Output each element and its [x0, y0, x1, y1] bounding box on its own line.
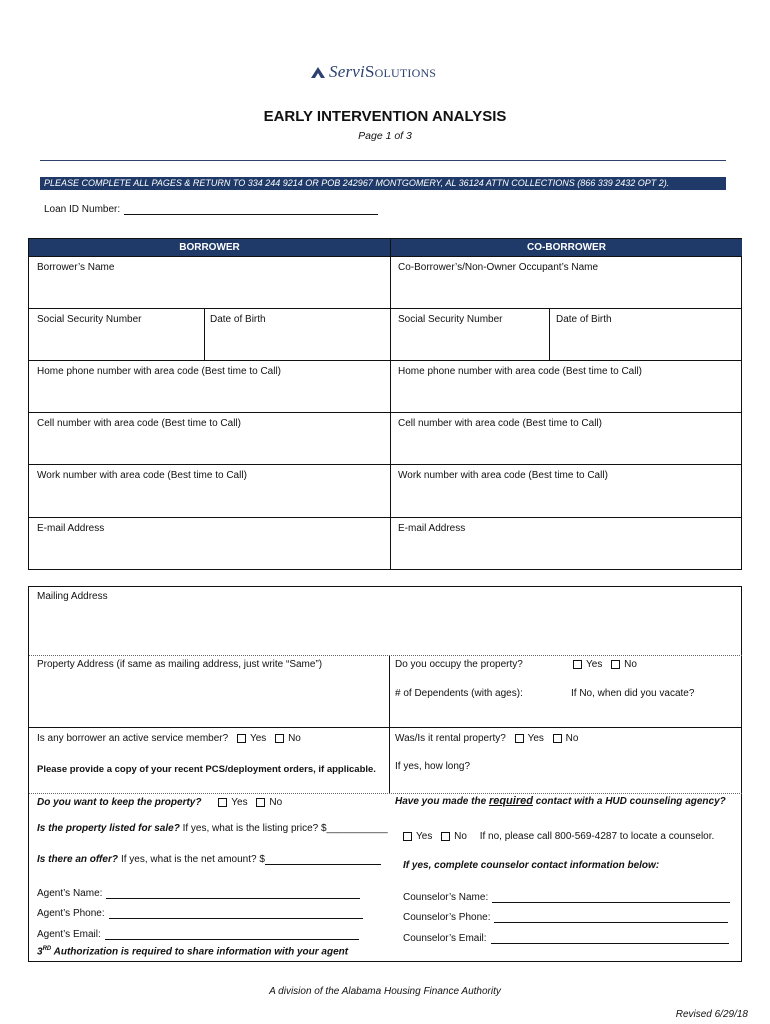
rental-question: Was/Is it rental property?: [395, 733, 506, 744]
rental-yes-label: Yes: [527, 733, 544, 744]
instructions-banner: PLEASE COMPLETE ALL PAGES & RETURN TO 334 244 9214 OR POB 242967 MONTGOMERY, AL 36124 ATTN COLLECTIONS (866 339 2432 OPT 2).: [40, 177, 726, 190]
agent-phone-label: Agent’s Phone:: [37, 908, 105, 919]
counselor-email-field[interactable]: [491, 932, 729, 944]
rental-yes-checkbox[interactable]: [515, 734, 524, 743]
property-address-label: Property Address (if same as mailing address, just write “Same”): [37, 659, 323, 670]
borrower-header: BORROWER: [29, 239, 390, 256]
coborrower-cell-label: Cell number with area code (Best time to Call): [398, 418, 602, 429]
borrower-cell-label: Cell number with area code (Best time to Call): [37, 418, 241, 429]
occupy-no-label: No: [624, 659, 637, 670]
counselor-call-note: If no, please call 800-569-4287 to locate a counselor.: [479, 831, 715, 842]
logo-wordmark: ServiSolutions: [329, 62, 437, 81]
rental-row: [395, 733, 578, 744]
borrower-dob-label: Date of Birth: [210, 314, 266, 325]
hud-yes-checkbox[interactable]: [403, 832, 412, 841]
coborrower-name-label: Co-Borrower’s/Non-Owner Occupant’s Name: [398, 262, 599, 273]
occupy-yes-label: Yes: [586, 659, 603, 670]
loan-id-row: [44, 203, 378, 215]
servisolutions-logo: [310, 62, 436, 82]
auth-superscript: RD: [42, 946, 52, 952]
service-no-label: No: [288, 733, 301, 744]
hud-contact-options: [395, 831, 714, 842]
agent-phone-field[interactable]: [109, 907, 363, 919]
keep-no-label: No: [269, 797, 283, 808]
offer-amount-field[interactable]: [265, 853, 381, 865]
footer-division-note: A division of the Alabama Housing Finance Authority: [269, 986, 501, 997]
agent-phone-row: [37, 907, 363, 919]
pcs-orders-note: Please provide a copy of your recent PCS/deployment orders, if applicable.: [37, 764, 376, 775]
service-member-question: Is any borrower an active service member?: [37, 733, 229, 744]
hud-no-checkbox[interactable]: [441, 832, 450, 841]
property-table: [28, 586, 742, 962]
hud-no-label: No: [454, 831, 467, 842]
service-no-checkbox[interactable]: [275, 734, 284, 743]
counselor-email-row: [403, 932, 729, 944]
agent-name-field[interactable]: [106, 887, 360, 899]
mailing-address-label: Mailing Address: [37, 591, 108, 602]
hud-contact-question: [395, 795, 726, 807]
counselor-name-field[interactable]: [492, 891, 730, 903]
service-member-row: [37, 733, 301, 744]
counselor-phone-label: Counselor’s Phone:: [403, 912, 491, 923]
revision-date: Revised 6/29/18: [675, 1009, 748, 1020]
coborrower-home-phone-label: Home phone number with area code (Best time to Call): [398, 366, 643, 377]
document-title: EARLY INTERVENTION ANALYSIS: [263, 108, 507, 125]
listing-price-label: If yes, what is the listing price? $___________: [182, 823, 388, 834]
hud-question-post: contact with a HUD counseling agency?: [535, 796, 726, 807]
vacate-label: If No, when did you vacate?: [571, 688, 695, 699]
counselor-email-label: Counselor’s Email:: [403, 933, 487, 944]
offer-row: [37, 853, 381, 865]
keep-yes-checkbox[interactable]: [218, 798, 227, 807]
listed-for-sale-row: [37, 823, 388, 834]
hud-question-required: required: [488, 795, 533, 807]
coborrower-dob-label: Date of Birth: [556, 314, 612, 325]
borrower-work-label: Work number with area code (Best time to Call): [37, 470, 247, 481]
borrower-email-label: E-mail Address: [37, 523, 105, 534]
rental-how-long-label: If yes, how long?: [395, 761, 471, 772]
offer-question: Is there an offer?: [37, 854, 118, 865]
coborrower-ssn-label: Social Security Number: [398, 314, 503, 325]
occupy-no-checkbox[interactable]: [611, 660, 620, 669]
logo-chevron-icon: [310, 65, 326, 79]
service-yes-checkbox[interactable]: [237, 734, 246, 743]
borrower-ssn-label: Social Security Number: [37, 314, 142, 325]
third-party-authorization-note: [37, 946, 348, 957]
counselor-phone-row: [403, 911, 728, 923]
borrower-name-label: Borrower’s Name: [37, 262, 115, 273]
occupy-question: Do you occupy the property?: [395, 659, 523, 670]
auth-text: Authorization is required to share information with your agent: [51, 946, 349, 958]
keep-property-question: Do you want to keep the property?: [37, 797, 202, 808]
occupy-options: [567, 659, 637, 670]
keep-no-checkbox[interactable]: [256, 798, 265, 807]
counselor-name-row: [403, 891, 730, 903]
counselor-phone-field[interactable]: [494, 911, 728, 923]
offer-amount-label: If yes, what is the net amount? $: [120, 854, 265, 865]
loan-id-field[interactable]: [124, 203, 378, 215]
auth-number: 3: [37, 946, 43, 958]
listed-question: Is the property listed for sale?: [37, 823, 180, 834]
coborrower-email-label: E-mail Address: [398, 523, 466, 534]
agent-email-row: [37, 928, 359, 940]
service-yes-label: Yes: [249, 733, 267, 744]
loan-id-label: Loan ID Number:: [44, 204, 121, 215]
borrower-table: [28, 238, 742, 570]
page-number: Page 1 of 3: [358, 130, 412, 142]
hud-yes-label: Yes: [416, 831, 433, 842]
counselor-info-instruction: If yes, complete counselor contact information below:: [403, 860, 660, 871]
agent-email-field[interactable]: [105, 928, 359, 940]
keep-property-row: [37, 797, 282, 808]
agent-email-label: Agent’s Email:: [37, 929, 101, 940]
keep-yes-label: Yes: [231, 797, 248, 808]
rental-no-label: No: [565, 733, 579, 744]
coborrower-header: CO-BORROWER: [391, 239, 742, 256]
occupy-yes-checkbox[interactable]: [573, 660, 582, 669]
header-rule: [40, 160, 726, 161]
agent-name-row: [37, 887, 360, 899]
coborrower-work-label: Work number with area code (Best time to Call): [398, 470, 608, 481]
counselor-name-label: Counselor’s Name:: [403, 892, 489, 903]
rental-no-checkbox[interactable]: [553, 734, 562, 743]
borrower-home-phone-label: Home phone number with area code (Best time to Call): [37, 366, 282, 377]
hud-question-pre: Have you made the: [395, 796, 487, 807]
agent-name-label: Agent’s Name:: [37, 888, 103, 899]
dependents-label: # of Dependents (with ages):: [395, 688, 523, 699]
